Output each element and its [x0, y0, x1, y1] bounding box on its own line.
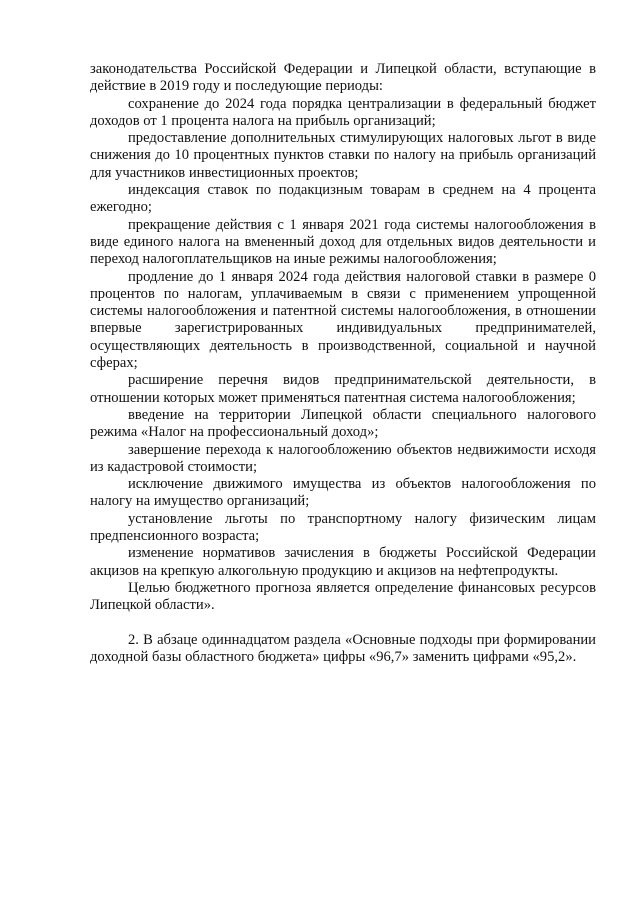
paragraph-professional-income-tax: введение на территории Липецкой области специального налогового режима «Налог на профессиональный доход»;	[90, 406, 596, 441]
paragraph-continuation: законодательства Российской Федерации и Липецкой области, вступающие в действие в 2019 году и последующие периоды:	[90, 61, 596, 95]
paragraph-cadastral-value: завершение перехода к налогообложению объектов недвижимости исходя из кадастровой стоимости;	[90, 441, 596, 475]
paragraph-item-two: 2. В абзаце одиннадцатом раздела «Основные подходы при формировании доходной базы областного бюджета» цифры «96,7» заменить цифрами «95,2».	[90, 631, 596, 666]
paragraph-patent-system: расширение перечня видов предпринимательской деятельности, в отношении которых может применяться патентная система налогообложения;	[90, 372, 596, 406]
paragraph-forecast-goal: Целью бюджетного прогноза является определение финансовых ресурсов Липецкой области».	[90, 579, 596, 614]
document-page	[90, 61, 596, 666]
paragraph-zero-rate-extension: продление до 1 января 2024 года действия налоговой ставки в размере 0 процентов по налогам, уплачиваемым в связи с применением упрощенной системы налогообложения и патентной системы налогообложения, в отношении впервые зарегистрированных индивидуальных предпринимателей, осуществляющих деятельность в производственной, социальной и научной сферах;	[90, 268, 596, 372]
paragraph-excise-standards: изменение нормативов зачисления в бюджеты Российской Федерации акцизов на крепкую алкогольную продукцию и акцизов на нефтепродукты.	[90, 545, 596, 579]
paragraph-transport-tax-benefit: установление льготы по транспортному налогу физическим лицам предпенсионного возраста;	[90, 510, 596, 545]
paragraph-excise-indexation: индексация ставок по подакцизным товарам в среднем на 4 процента ежегодно;	[90, 182, 596, 216]
paragraph-centralization: сохранение до 2024 года порядка централизации в федеральный бюджет доходов от 1 процента налога на прибыль организаций;	[90, 95, 596, 129]
paragraph-movable-property: исключение движимого имущества из объектов налогообложения по налогу на имущество организаций;	[90, 476, 596, 510]
paragraph-tax-benefits: предоставление дополнительных стимулирующих налоговых льгот в виде снижения до 10 процентных пунктов ставки по налогу на прибыль организаций для участников инвестиционных проектов;	[90, 130, 596, 181]
paragraph-imputed-income-tax: прекращение действия с 1 января 2021 года системы налогообложения в виде единого налога на вмененный доход для отдельных видов деятельности и переход налогоплательщиков на иные режимы налогообложения;	[90, 216, 596, 268]
paragraph-spacer	[90, 615, 596, 632]
